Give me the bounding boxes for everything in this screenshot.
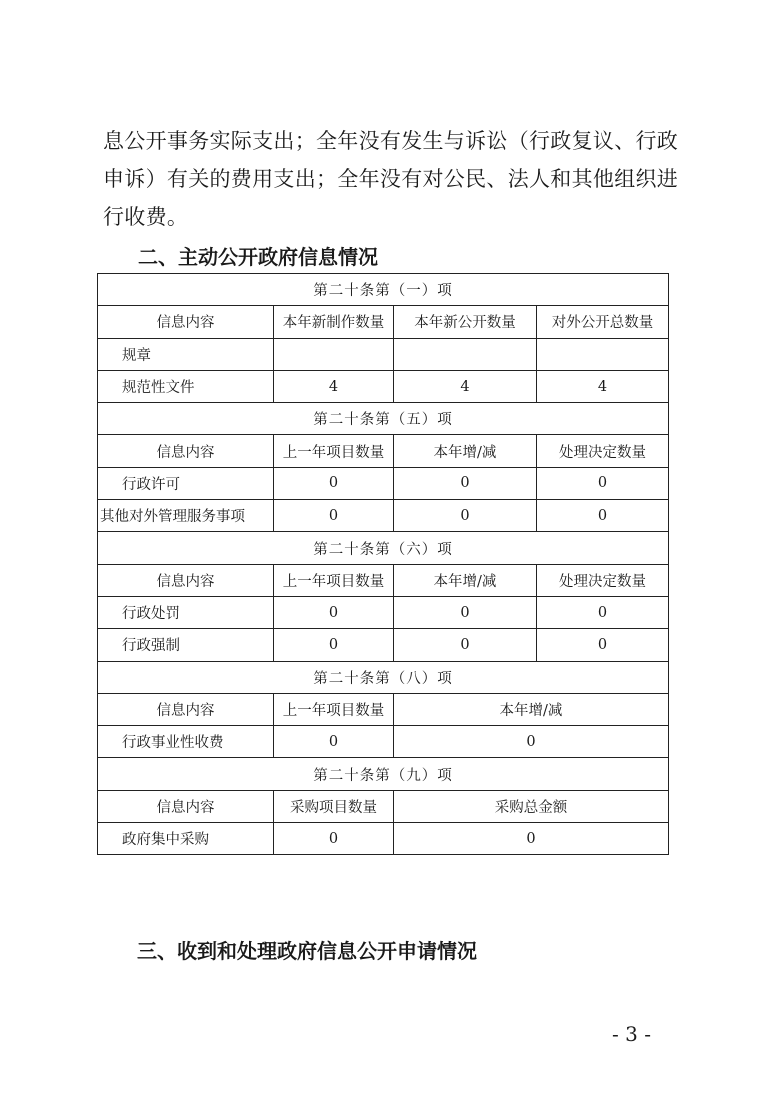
table-row (98, 823, 669, 855)
section-title: 第二十条第（六）项 (98, 532, 669, 564)
table-cell (537, 338, 669, 370)
header-cell: 对外公开总数量 (537, 306, 669, 338)
header-cell: 上一年项目数量 (274, 564, 394, 596)
header-cell: 本年增/减 (394, 693, 669, 725)
header-cell: 处理决定数量 (537, 435, 669, 467)
section-title-row (98, 661, 669, 693)
row-label: 其他对外管理服务事项 (98, 500, 274, 532)
table-cell: 0 (274, 467, 394, 499)
table-row (98, 467, 669, 499)
table-cell: 4 (274, 370, 394, 402)
table-cell: 0 (537, 596, 669, 628)
table-row (98, 370, 669, 402)
table-cell: 0 (394, 629, 537, 661)
intro-line-3-text: 行收费。 (103, 205, 189, 229)
header-cell: 处理决定数量 (537, 564, 669, 596)
table-cell: 0 (274, 726, 394, 758)
table-cell: 0 (394, 500, 537, 532)
table-row (98, 596, 669, 628)
table-cell: 0 (537, 629, 669, 661)
header-row (98, 435, 669, 467)
header-cell: 信息内容 (98, 790, 274, 822)
row-label: 规章 (98, 338, 274, 370)
row-label: 行政许可 (98, 467, 274, 499)
table-row (98, 500, 669, 532)
header-cell: 上一年项目数量 (274, 435, 394, 467)
row-label: 规范性文件 (98, 370, 274, 402)
header-row (98, 790, 669, 822)
section-title: 第二十条第（九）项 (98, 758, 669, 790)
section-heading-2: 二、主动公开政府信息情况 (138, 245, 378, 269)
table-row (98, 726, 669, 758)
table-cell (274, 338, 394, 370)
intro-paragraph (103, 122, 678, 236)
page-number: - 3 - (612, 1022, 651, 1046)
intro-line-1 (103, 122, 678, 160)
header-cell: 信息内容 (98, 564, 274, 596)
intro-line-3 (103, 198, 678, 236)
section-title: 第二十条第（一）项 (98, 274, 669, 306)
header-cell: 本年新制作数量 (274, 306, 394, 338)
header-cell: 采购总金额 (394, 790, 669, 822)
row-label: 行政事业性收费 (98, 726, 274, 758)
section-title-row (98, 532, 669, 564)
header-row (98, 306, 669, 338)
section-title-row (98, 403, 669, 435)
row-label: 行政强制 (98, 629, 274, 661)
header-cell: 本年增/减 (394, 564, 537, 596)
section-title: 第二十条第（五）项 (98, 403, 669, 435)
section-title: 第二十条第（八）项 (98, 661, 669, 693)
table-cell: 0 (274, 596, 394, 628)
intro-line-1-text: 息公开事务实际支出；全年没有发生与诉讼（行政复议、行政 (103, 129, 679, 153)
header-cell: 信息内容 (98, 693, 274, 725)
section-title-row (98, 758, 669, 790)
intro-line-2-text: 申诉）有关的费用支出；全年没有对公民、法人和其他组织进 (103, 167, 679, 191)
section-heading-3: 三、收到和处理政府信息公开申请情况 (137, 939, 477, 963)
header-cell: 本年增/减 (394, 435, 537, 467)
header-row (98, 693, 669, 725)
table-cell: 0 (394, 726, 669, 758)
disclosure-table (97, 273, 669, 855)
table-row (98, 338, 669, 370)
row-label: 行政处罚 (98, 596, 274, 628)
table-cell: 0 (394, 467, 537, 499)
table-cell: 0 (537, 500, 669, 532)
header-cell: 上一年项目数量 (274, 693, 394, 725)
intro-line-2 (103, 160, 678, 198)
table-cell: 0 (274, 823, 394, 855)
section-title-row (98, 274, 669, 306)
table-cell: 0 (537, 467, 669, 499)
table-cell: 4 (537, 370, 669, 402)
header-cell: 采购项目数量 (274, 790, 394, 822)
table-cell: 0 (394, 823, 669, 855)
table-row (98, 629, 669, 661)
table-cell: 0 (394, 596, 537, 628)
table-cell (394, 338, 537, 370)
header-row (98, 564, 669, 596)
table-cell: 0 (274, 500, 394, 532)
header-cell: 信息内容 (98, 435, 274, 467)
row-label: 政府集中采购 (98, 823, 274, 855)
header-cell: 本年新公开数量 (394, 306, 537, 338)
table-cell: 0 (274, 629, 394, 661)
header-cell: 信息内容 (98, 306, 274, 338)
table-cell: 4 (394, 370, 537, 402)
